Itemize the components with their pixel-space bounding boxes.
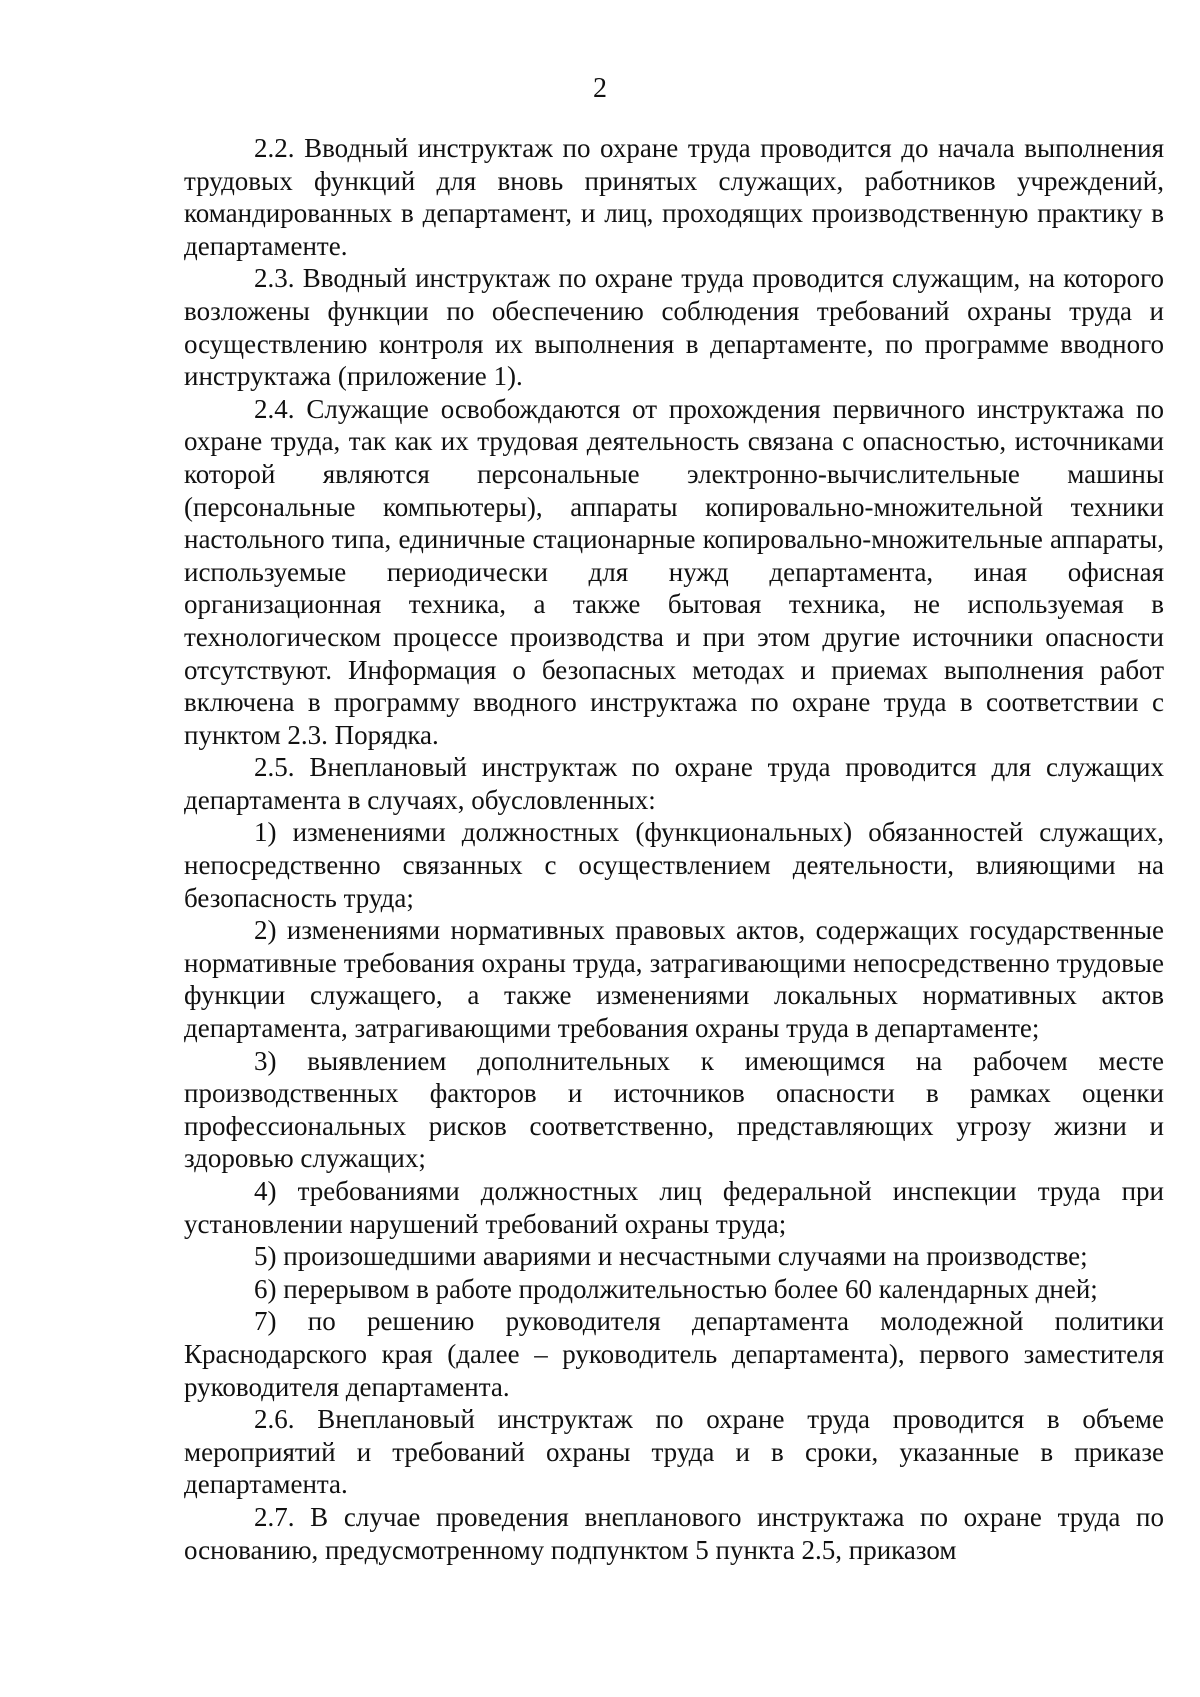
list-item-3: 3) выявлением дополнительных к имеющимся на рабочем месте производственных факторов и источников опасности в рамках оценки профессиональных рисков соответственно, представляющих угрозу жизни и здоровью служащих; [184, 1045, 1164, 1174]
paragraph-2-7: 2.7. В случае проведения внепланового инструктажа по охране труда по основанию, предусмотренному подпунктом 5 пункта 2.5, приказом [184, 1501, 1164, 1565]
paragraph-2-5: 2.5. Внеплановый инструктаж по охране труда проводится для служащих департамента в случаях, обусловленных: [184, 752, 1164, 815]
paragraph-2-6: 2.6. Внеплановый инструктаж по охране труда проводится в объеме мероприятий и требований охраны труда и в сроки, указанные в приказе департамента. [184, 1404, 1164, 1500]
list-item-4: 4) требованиями должностных лиц федеральной инспекции труда при установлении нарушений требований охраны труда; [184, 1176, 1164, 1239]
paragraph-2-4: 2.4. Служащие освобождаются от прохождения первичного инструктажа по охране труда, так как их трудовая деятельность связана с опасностью, источниками которой являются персональные электронно-вычислительные машины (персональные компьютеры), аппараты копировально-множительной техники настольного типа, единичные стационарные копировально-множительные аппараты, используемые периодически для нужд департамента, иная офисная организационная техника, а также бытовая техника, не используемая в технологическом процессе производства и при этом другие источники опасности отсутствуют. Информация о безопасных методах и приемах выполнения работ включена в программу вводного инструктажа по охране труда в соответствии с пунктом 2.3. Порядка. [184, 393, 1164, 750]
paragraph-2-3: 2.3. Вводный инструктаж по охране труда проводится служащим, на которого возложены функции по обеспечению соблюдения требований охраны труда и осуществлению контроля их выполнения в департаменте, по программе вводного инструктажа (приложение 1). [184, 263, 1164, 392]
list-item-6: 6) перерывом в работе продолжительностью более 60 календарных дней; [254, 1273, 1098, 1304]
page-number: 2 [593, 73, 607, 104]
list-item-5: 5) произошедшими авариями и несчастными случаями на производстве; [254, 1241, 1088, 1272]
list-item-7: 7) по решению руководителя департамента молодежной политики Краснодарского края (далее – руководитель департамента), первого заместителя руководителя департамента. [184, 1306, 1164, 1402]
list-item-2: 2) изменениями нормативных правовых актов, содержащих государственные нормативные требования охраны труда, затрагивающими непосредственно трудовые функции служащего, а также изменениями локальных нормативных актов департамента, затрагивающими требования охраны труда в департаменте; [184, 915, 1164, 1044]
document-body [184, 132, 1164, 1566]
paragraph-2-2: 2.2. Вводный инструктаж по охране труда проводится до начала выполнения трудовых функций для вновь принятых служащих, работников учреждений, командированных в департамент, и лиц, проходящих производственную практику в департаменте. [184, 133, 1164, 261]
list-item-1: 1) изменениями должностных (функциональных) обязанностей служащих, непосредственно связанных с осуществлением деятельности, влияющими на безопасность труда; [184, 817, 1164, 913]
